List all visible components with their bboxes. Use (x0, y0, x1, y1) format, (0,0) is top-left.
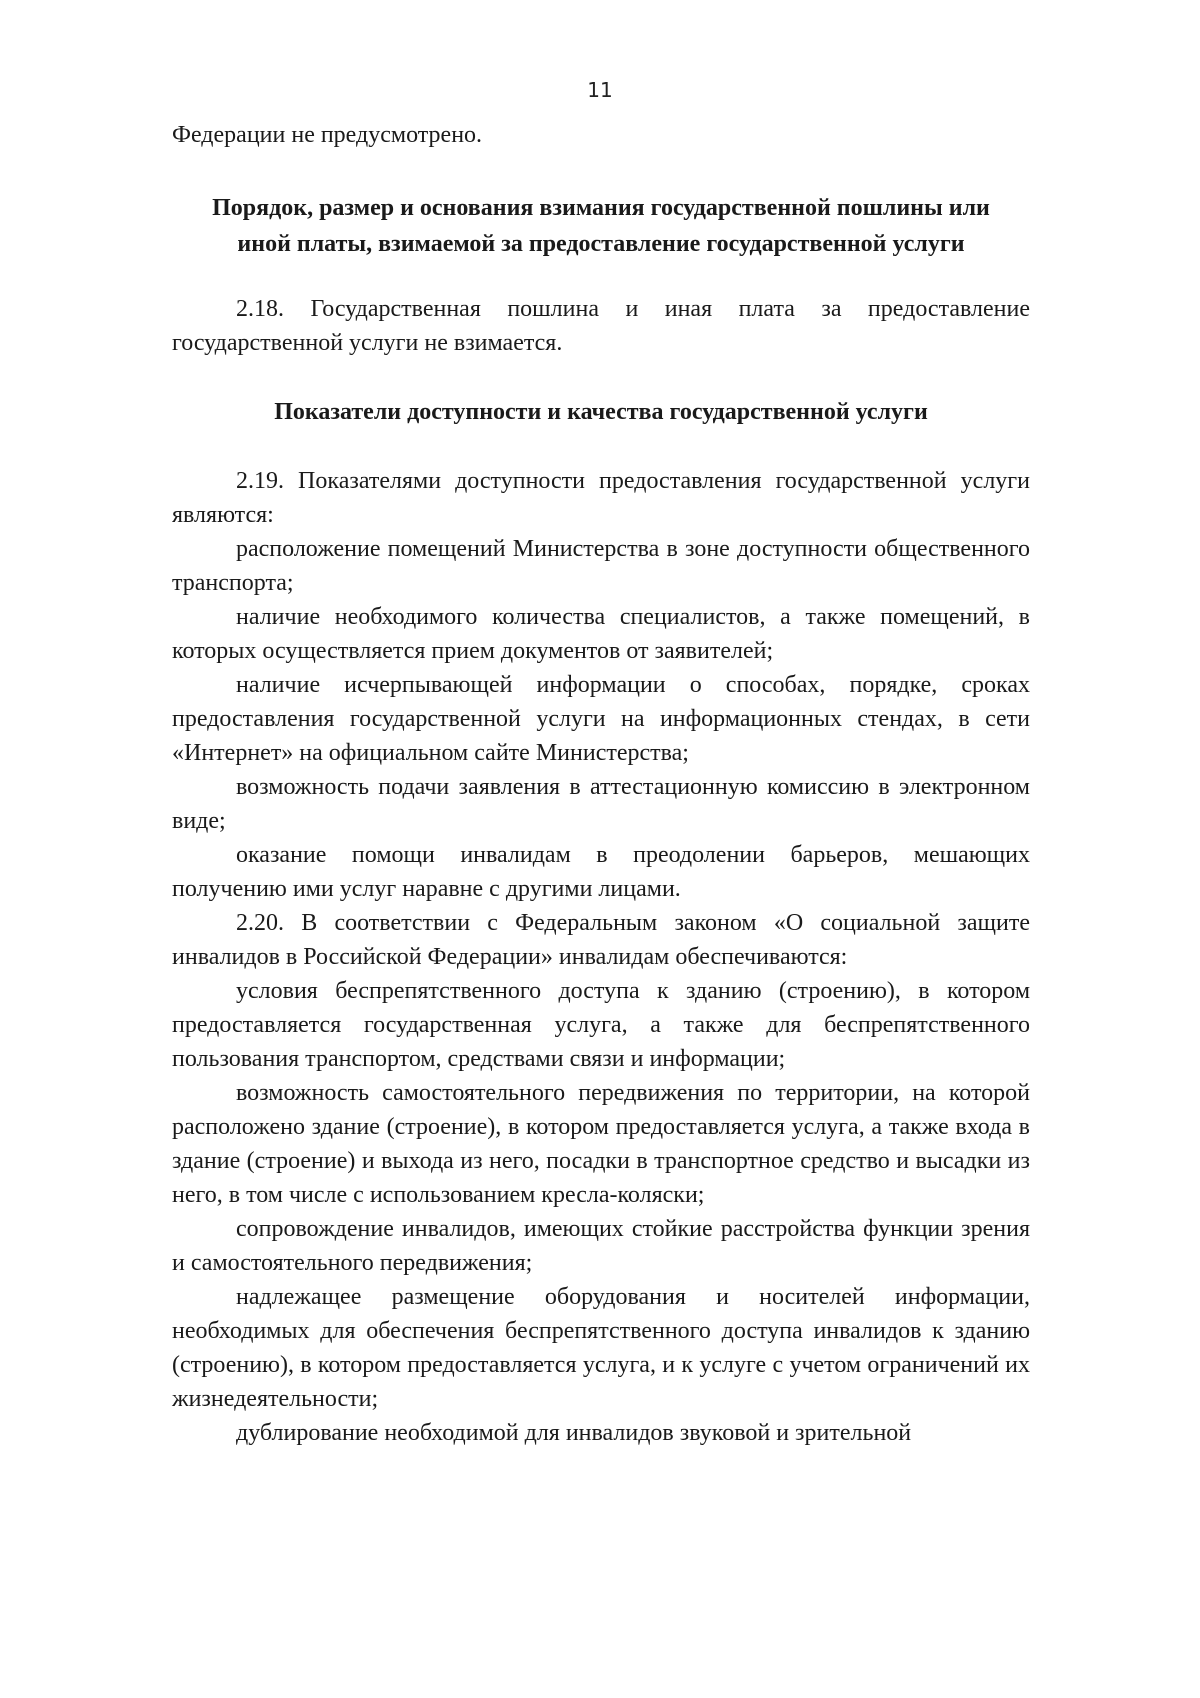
list-item: расположение помещений Министерства в зоне доступности общественного транспорта; (172, 536, 1030, 596)
continuation-block (172, 118, 1030, 152)
list-item: условия беспрепятственного доступа к зданию (строению), в котором предоставляется государственная услуга, а также для беспрепятственного пользования транспортом, средствами связи и информации; (172, 978, 1030, 1072)
paragraph-2-19-block (172, 464, 1030, 1450)
paragraph-2-18: 2.18. Государственная пошлина и иная плата за предоставление государственной услуги не взимается. (172, 296, 1030, 356)
list-item: возможность самостоятельного передвижения по территории, на которой расположено здание (строение), в котором предоставляется услуга, а также входа в здание (строение) и выхода из него, посадки в транспортное средство и высадки из него, в том числе с использованием кресла-коляски; (172, 1080, 1030, 1208)
list-item: дублирование необходимой для инвалидов звуковой и зрительной (236, 1420, 912, 1446)
paragraph-2-19-intro: 2.19. Показателями доступности предоставления государственной услуги являются: (172, 468, 1030, 528)
section-heading-fees (172, 190, 1030, 262)
paragraph-2-20-intro: 2.20. В соответствии с Федеральным законом «О социальной защите инвалидов в Российской Федерации» инвалидам обеспечиваются: (172, 910, 1030, 970)
paragraph-2-18-block (172, 292, 1030, 360)
heading-line-2: иной платы, взимаемой за предоставление государственной услуги (237, 231, 965, 257)
list-item: наличие исчерпывающей информации о способах, порядке, сроках предоставления государственной услуги на информационных стендах, в сети «Интернет» на официальном сайте Министерства; (172, 672, 1030, 766)
page-number: 11 (587, 78, 613, 102)
section-heading-accessibility (172, 394, 1030, 430)
list-item: возможность подачи заявления в аттестационную комиссию в электронном виде; (172, 774, 1030, 834)
list-item: наличие необходимого количества специалистов, а также помещений, в которых осуществляется прием документов от заявителей; (172, 604, 1030, 664)
list-item: надлежащее размещение оборудования и носителей информации, необходимых для обеспечения беспрепятственного доступа инвалидов к зданию (строению), в котором предоставляется услуга, и к услуге с учетом ограничений их жизнедеятельности; (172, 1284, 1030, 1412)
heading-line-1: Порядок, размер и основания взимания государственной пошлины или (212, 195, 990, 221)
list-item: сопровождение инвалидов, имеющих стойкие расстройства функции зрения и самостоятельного передвижения; (172, 1216, 1030, 1276)
heading-accessibility-text: Показатели доступности и качества государственной услуги (274, 399, 928, 425)
list-item: оказание помощи инвалидам в преодолении барьеров, мешающих получению ими услуг наравне с другими лицами. (172, 842, 1030, 902)
continuation-text: Федерации не предусмотрено. (172, 122, 483, 148)
